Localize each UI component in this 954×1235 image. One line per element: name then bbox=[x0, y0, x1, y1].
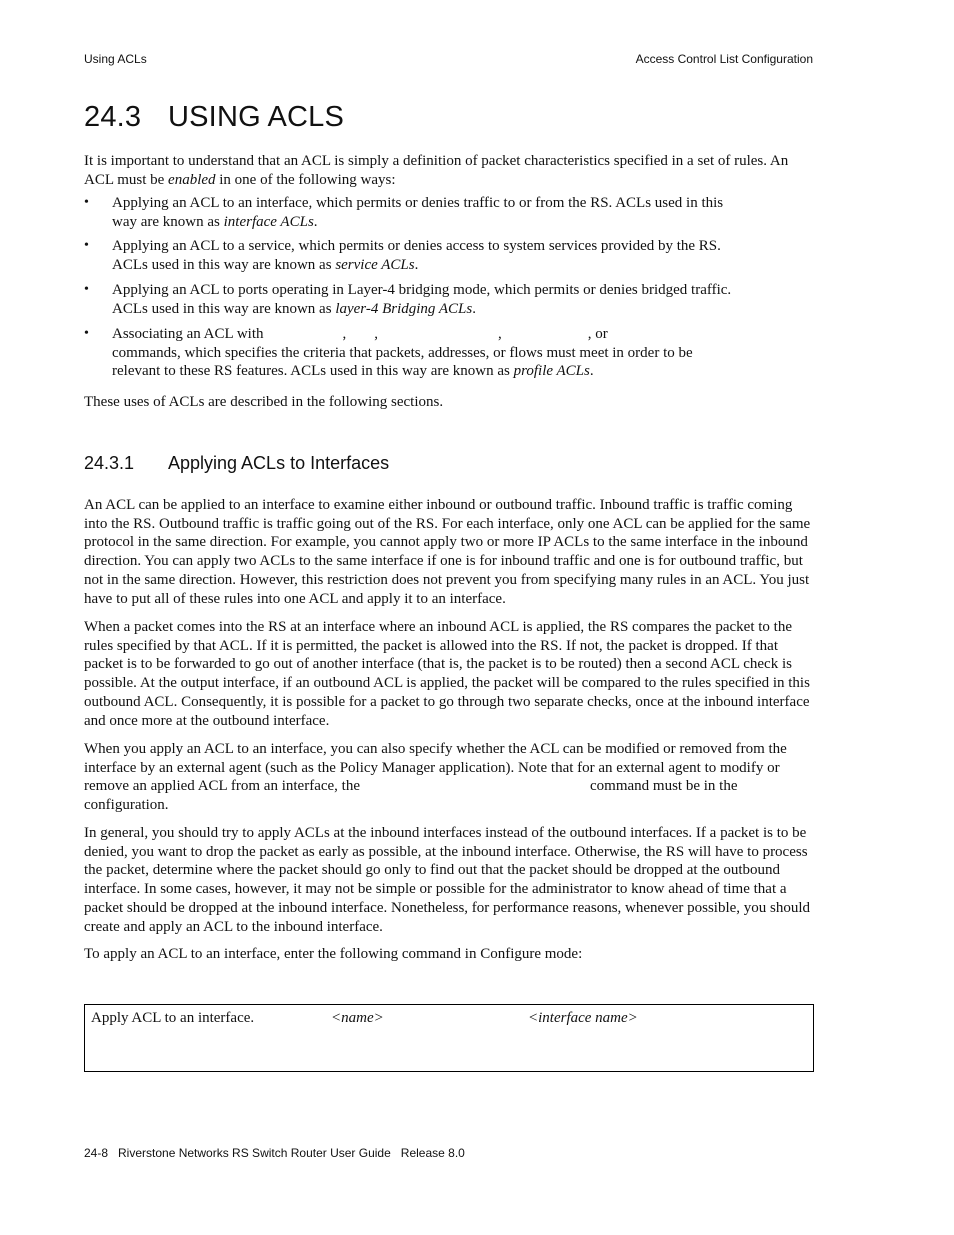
intro-paragraph bbox=[84, 152, 814, 189]
bullet-text-b: . bbox=[472, 300, 476, 317]
bullet-emphasis: interface ACLs bbox=[223, 213, 314, 230]
paragraph-external-agent bbox=[84, 740, 814, 815]
bullet-seg: , or bbox=[587, 326, 608, 342]
command-arg-interface: <interface name> bbox=[528, 1010, 638, 1026]
bullet-text-b: . bbox=[414, 256, 419, 273]
bullet-dot: • bbox=[84, 238, 89, 253]
running-header-right: Access Control List Configuration bbox=[635, 52, 813, 66]
bullet-text bbox=[112, 237, 732, 274]
bullet-text-a: commands, which specifies the criteria that packets, addresses, or flows must meet in order to be relevant to these RS features. ACLs used in this way are known as bbox=[112, 344, 693, 380]
paragraph-packet-flow: When a packet comes into the RS at an interface where an inbound ACL is applied, the RS compares the packet to the rules specified by that ACL. If it is permitted, the packet is allowed into the RS. If not, the packet is dropped. If that packet is to be forwarded to go out of another interface (that is, the packet is to be routed) then a second ACL check is possible. At the output interface, if an outbound ACL is applied, the packet will be compared to the rules specified in this outbound ACL. Consequently, it is possible for a packet to go through two separate checks, once at the inbound interface and once more at the outbound interface. bbox=[84, 619, 810, 729]
bullet-dot: • bbox=[84, 326, 89, 341]
paragraph-text-b: command must be in the configuration. bbox=[84, 778, 738, 814]
page-footer: 24-8 Riverstone Networks RS Switch Router User Guide Release 8.0 bbox=[84, 1146, 465, 1160]
bullet-text-a: Applying an ACL to ports operating in Layer-4 bridging mode, which permits or denies bridged traffic. ACLs used in this way are known as bbox=[112, 282, 732, 317]
intro-text: It is important to understand that an ACL is simply a definition of packet characteristics specified in a set of rules. An ACL must be bbox=[84, 153, 789, 188]
running-header-left: Using ACLs bbox=[84, 52, 147, 66]
section-heading bbox=[84, 101, 344, 134]
bullet-seg: , bbox=[498, 326, 502, 342]
intro-text-end: in one of the following ways: bbox=[215, 171, 396, 188]
paragraph-inbound-advice: In general, you should try to apply ACLs at the inbound interfaces instead of the outbound interfaces. If a packet is to be denied, you want to drop the packet as early as possible, at the inbound interface. Otherwise, the RS will have to process the packet, determine where the packet should go only to find out that the packet should be dropped at the outbound interface. In some cases, however, it may not be simple or possible for the administrator to know ahead of time that a packet should be dropped at the inbound interface. Nonetheless, for performance reasons, whenever possible, you should create and apply an ACL to the inbound interface. bbox=[84, 825, 811, 935]
bullet-emphasis: layer-4 Bridging ACLs bbox=[335, 300, 473, 317]
subsection-heading bbox=[84, 453, 389, 474]
command-table bbox=[84, 1004, 814, 1072]
bullet-text-a: Applying an ACL to an interface, which permits or denies traffic to or from the RS. ACLs used in this way are known as bbox=[112, 195, 724, 230]
uses-paragraph: These uses of ACLs are described in the following sections. bbox=[84, 394, 444, 410]
bullet-text bbox=[112, 325, 732, 381]
bullet-dot: • bbox=[84, 282, 89, 297]
bullet-emphasis: service ACLs bbox=[335, 256, 415, 273]
command-arg-name: <name> bbox=[331, 1010, 384, 1026]
paragraph-inbound-outbound: An ACL can be applied to an interface to examine either inbound or outbound traffic. Inbound traffic is traffic coming into the RS. Outbound traffic is traffic going out of the RS. For each interface, only one ACL can be applied for the same protocol in the same direction. For example, you cannot apply two or more IP ACLs to the same interface in the inbound direction. You can apply two ACLs to the same interface if one is for inbound traffic and one is for outbound traffic, but not in the same direction. However, this restriction does not prevent you from specifying many rules in an ACL. You just have to put all of these rules into one ACL and apply it to an interface. bbox=[84, 497, 811, 607]
bullet-dot: • bbox=[84, 195, 89, 210]
paragraph-command-intro: To apply an ACL to an interface, enter the following command in Configure mode: bbox=[84, 946, 583, 962]
bullet-seg: Associating an ACL with bbox=[112, 326, 264, 342]
subsection-number: 24.3.1 bbox=[84, 453, 135, 473]
intro-emphasis: enabled bbox=[168, 171, 216, 188]
command-description: Apply ACL to an interface. bbox=[91, 1010, 255, 1026]
subsection-title: Applying ACLs to Interfaces bbox=[168, 453, 390, 473]
bullet-first-line bbox=[112, 325, 732, 344]
bullet-seg: , bbox=[374, 326, 379, 342]
bullet-text bbox=[112, 281, 732, 318]
bullet-text bbox=[112, 194, 732, 231]
bullet-seg: , bbox=[342, 326, 347, 342]
bullet-text-b: . bbox=[313, 213, 318, 230]
section-number: 24.3 bbox=[84, 101, 142, 133]
bullet-rest bbox=[112, 344, 732, 381]
bullet-text-a: Applying an ACL to a service, which permits or denies access to system services provided by the RS. ACLs used in this way are known as bbox=[112, 238, 721, 273]
section-title: USING ACLS bbox=[168, 101, 345, 133]
bullet-emphasis: profile ACLs bbox=[513, 363, 590, 380]
bullet-text-b: . bbox=[589, 363, 594, 380]
paragraph-text-a: When you apply an ACL to an interface, you can also specify whether the ACL can be modified or removed from the interface by an external agent (such as the Policy Manager application). Note that for an external agent to modify or remove an applied ACL from an interface, the bbox=[84, 741, 787, 795]
